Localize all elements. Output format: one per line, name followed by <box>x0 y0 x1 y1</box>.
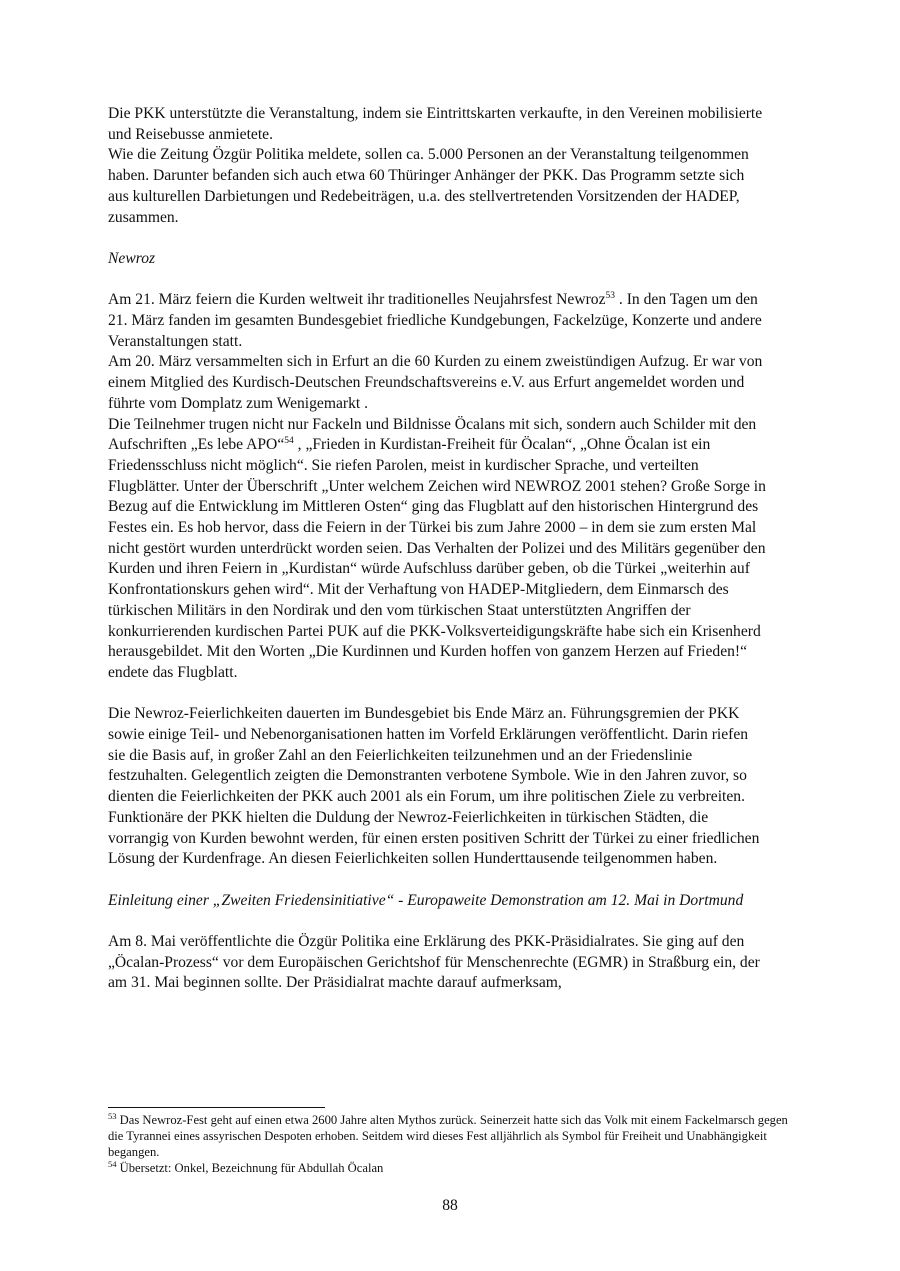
paragraph <box>108 290 768 352</box>
footnote-ref-54: 54 <box>284 436 294 447</box>
footnote-separator <box>108 1107 325 1108</box>
footnote-text: Übersetzt: Onkel, Bezeichnung für Abdullah Öcalan <box>116 1161 384 1176</box>
blank-line <box>108 270 768 291</box>
footnote-number: 53 <box>108 1110 117 1121</box>
page-number: 88 <box>442 1197 458 1214</box>
blank-line <box>108 684 768 705</box>
section-heading-dortmund: Einleitung einer „Zweiten Friedensinitiative“ - Europaweite Demonstration am 12. Mai in Dortmund <box>108 891 744 909</box>
section-heading-newroz: Newroz <box>108 249 156 267</box>
paragraph: Am 8. Mai veröffentlichte die Özgür Politika eine Erklärung des PKK-Präsidialrates. Sie ging auf den „Öcalan-Prozess“ vor dem Europäischen Gerichtshof für Menschenrechte (EGMR) in Straßburg ein, der am 31. Mai beginnen sollte. Der Präsidialrat machte darauf aufmerksam, <box>108 933 760 992</box>
footnote-ref-53: 53 <box>605 291 616 302</box>
paragraph: Die PKK unterstützte die Veranstaltung, indem sie Eintrittskarten verkaufte, in den Vereinen mobilisierte und Reisebusse anmietete. <box>108 105 763 143</box>
footnote-54 <box>108 1160 788 1176</box>
paragraph: Am 20. März versammelten sich in Erfurt an die 60 Kurden zu einem zweistündigen Aufzug. Er war von einem Mitglied des Kurdisch-Deutschen Freundschaftsvereins e.V. aus Erfurt angemeldet worden und führte vom Domplatz zum Wenigemarkt . <box>108 353 763 412</box>
paragraph-text: , „Frieden in Kurdistan-Freiheit für Öcalan“, „Ohne Öcalan ist ein Friedensschluss nicht möglich“. Sie riefen Parolen, meist in kurdischer Sprache, und verteilten Flugblätter. Unter der Überschrift „Unter welchem Zeichen wird NEWROZ 2001 stehen? Große Sorge in Bezug auf die Entwicklung im Mittleren Osten“ ging das Flugblatt auf den historischen Hintergrund des Festes ein. Es hob hervor, dass die Feiern in der Türkei bis zum Jahre 2000 – in dem sie zum ersten Mal nicht gestört wurden unterdrückt worden seien. Das Verhalten der Polizei und des Militärs gegenüber den Kurden und ihren Feiern in „Kurdistan“ würde Aufschluss darüber geben, ob die Türkei „weiterhin auf Konfrontationskurs gehen wird“. Mit der Verhaftung von HADEP-Mitgliedern, dem Einmarsch des türkischen Militärs in den Nordirak und den vom türkischen Staat unterstützten Angriffen der konkurrierenden kurdischen Partei PUK auf die PKK-Volksverteidigungskräfte habe sich ein Krisenherd herausgebildet. Mit den Worten „Die Kurdinnen und Kurden hoffen von ganzem Herzen auf Frieden!“ endete das Flugblatt. <box>108 436 766 681</box>
blank-line <box>108 228 768 249</box>
paragraph: Die Newroz-Feierlichkeiten dauerten im Bundesgebiet bis Ende März an. Führungsgremien der PKK sowie einige Teil- und Nebenorganisationen hatten im Vorfeld Erklärungen veröffentlicht. Darin riefen sie die Basis auf, in großer Zahl an den Feierlichkeiten teilzunehmen und an der Friedenslinie festzuhalten. Gelegentlich zeigten die Demonstranten verbotene Symbole. Wie in den Jahren zuvor, so dienten die Feierlichkeiten der PKK auch 2001 als ein Forum, um ihre politischen Ziele zu verbreiten. <box>108 705 749 806</box>
paragraph-text: . In den Tagen um den 21. März fanden im gesamten Bundesgebiet friedliche Kundgebungen, Fackelzüge, Konzerte und andere Veranstaltungen statt. <box>108 291 762 350</box>
footnote-53 <box>108 1112 788 1160</box>
footnotes <box>108 1112 788 1176</box>
paragraph-text: Am 21. März feiern die Kurden weltweit ihr traditionelles Neujahrsfest Newroz <box>108 291 606 309</box>
footnote-number: 54 <box>108 1159 117 1170</box>
paragraph-text: Die Teilnehmer trugen nicht nur Fackeln und Bildnisse Öcalans mit sich, sondern auch Schilder mit den Aufschriften „Es lebe APO“ <box>108 415 757 454</box>
paragraph: Funktionäre der PKK hielten die Duldung der Newroz-Feierlichkeiten in türkischen Städten, die vorrangig von Kurden bewohnt werden, für einen ersten positiven Schritt der Türkei zu einer friedlichen Lösung der Kurdenfrage. An diesen Feierlichkeiten sollen Hunderttausende teilgenommen haben. <box>108 808 760 868</box>
blank-line <box>108 870 768 891</box>
paragraph <box>108 415 768 684</box>
footnote-text: Das Newroz-Fest geht auf einen etwa 2600 Jahre alten Mythos zurück. Seinerzeit hatte sich das Volk mit einem Fackelmarsch gegen die Tyrannei eines assyrischen Despoten erhoben. Seitdem wird dieses Fest alljährlich als Symbol für Freiheit und Unabhängigkeit begangen. <box>108 1113 788 1160</box>
blank-line <box>108 911 768 932</box>
paragraph: Wie die Zeitung Özgür Politika meldete, sollen ca. 5.000 Personen an der Veranstaltung teilgenommen haben. Darunter befanden sich auch etwa 60 Thüringer Anhänger der PKK. Das Programm setzte sich aus kulturellen Darbietungen und Redebeiträgen, u.a. des stellvertretenden Vorsitzenden der HADEP, zusammen. <box>108 146 749 226</box>
body-text <box>108 104 768 994</box>
